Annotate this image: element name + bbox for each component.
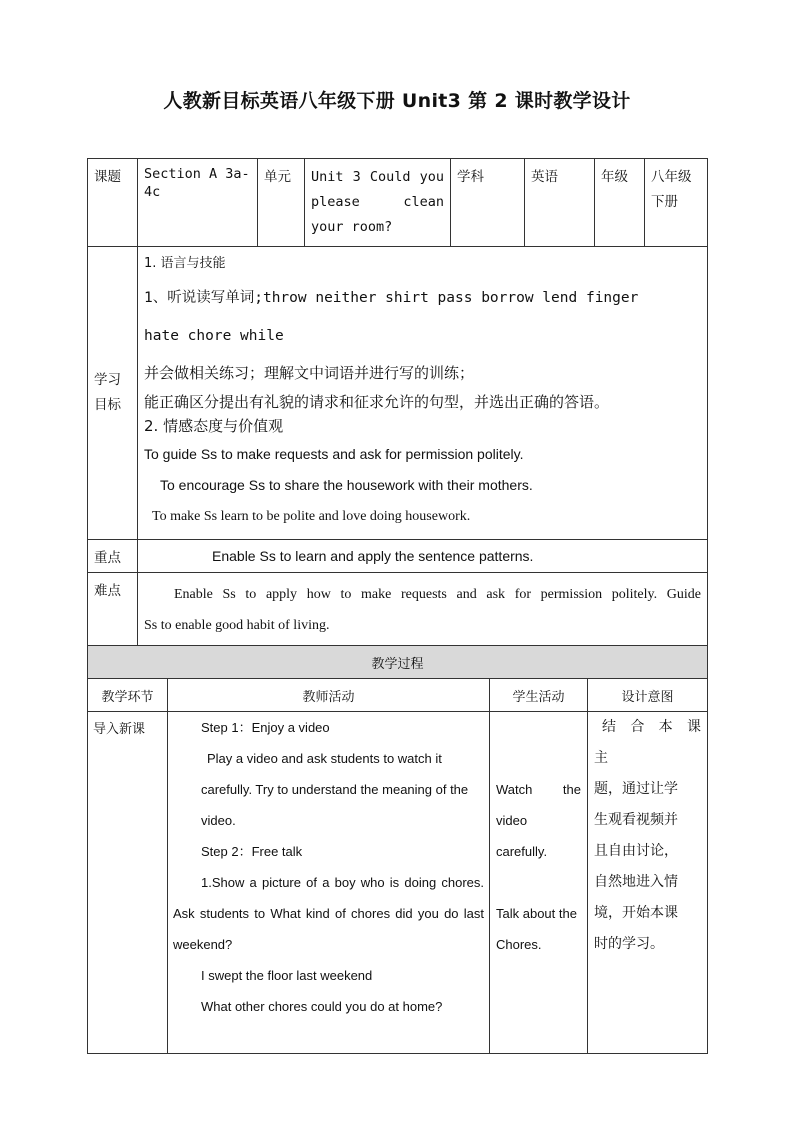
intent-line-3: 题，通过让学 <box>594 781 678 797</box>
objective-en-1: To guide Ss to make requests and ask for permission politely. <box>144 446 524 462</box>
teacher-line-1: Play a video and ask students to watch it <box>207 751 442 766</box>
difficulties-line-1: Enable Ss to apply how to make requests and ask for permission politely. Guide <box>174 587 701 602</box>
stage-intro: 导入新课 <box>88 712 168 1054</box>
difficulties-line-2: Ss to enable good habit of living. <box>144 618 330 633</box>
teacher-line-2: carefully. Try to understand the meaning of the <box>201 782 469 797</box>
intent-line-2: 主 <box>594 750 608 766</box>
teacher-line-6: weekend? <box>173 937 233 952</box>
process-row-intro <box>88 712 708 1054</box>
objective-distinguish: 能正确区分提出有礼貌的请求和征求允许的句型，并选出正确的答语。 <box>144 393 610 411</box>
topic-value: Section A 3a-4c <box>138 159 258 247</box>
header-intent: 设计意图 <box>588 679 708 712</box>
process-title: 教学过程 <box>88 646 708 679</box>
design-intent <box>588 712 708 1054</box>
objectives-label: 学习目标 <box>88 247 138 540</box>
objective-en-2: To encourage Ss to share the housework with their mothers. <box>160 477 533 493</box>
unit-label: 单元 <box>258 159 305 247</box>
teacher-step-1: Step 1：Enjoy a video <box>201 720 330 735</box>
teacher-line-8: What other chores could you do at home? <box>201 999 443 1014</box>
teacher-line-5: Ask students to What kind of chores did you do last <box>173 906 484 921</box>
teacher-step-2: Step 2：Free talk <box>201 844 303 859</box>
topic-label: 课题 <box>88 159 138 247</box>
student-line-4: Talk about the <box>496 906 577 921</box>
intent-line-5: 且自由讨论， <box>594 843 678 859</box>
intent-line-6: 自然地进入情 <box>594 874 678 890</box>
header-student: 学生活动 <box>490 679 588 712</box>
grade-value: 八年级下册 <box>645 159 708 247</box>
process-header-row <box>88 679 708 712</box>
student-activity <box>490 712 588 1054</box>
teacher-activity <box>168 712 490 1054</box>
teacher-line-4: 1.Show a picture of a boy who is doing chores. <box>201 875 484 890</box>
objective-heading-attitude: 2. 情感态度与价值观 <box>144 417 284 435</box>
intent-line-1: 结 合 本 课 <box>602 719 702 735</box>
teacher-line-7: I swept the floor last weekend <box>201 968 373 983</box>
vocab-line-2: hate chore while <box>144 328 284 344</box>
intent-line-8: 时的学习。 <box>594 936 664 952</box>
objective-heading-skills: 1. 语言与技能 <box>144 256 226 271</box>
objective-en-3: To make Ss learn to be polite and love doing housework. <box>152 509 471 524</box>
objective-practice: 并会做相关练习；理解文中词语并进行写的训练； <box>144 364 475 382</box>
intent-line-4: 生观看视频并 <box>594 812 678 828</box>
objectives-row <box>88 247 708 540</box>
page-title: 人教新目标英语八年级下册 Unit3 第 2 课时教学设计 <box>163 90 631 112</box>
info-row <box>88 159 708 247</box>
header-stage: 教学环节 <box>88 679 168 712</box>
lesson-info-table <box>87 158 708 659</box>
difficulties-label: 难点 <box>88 573 138 659</box>
process-table <box>87 645 708 1054</box>
key-points-label: 重点 <box>88 540 138 573</box>
grade-label: 年级 <box>595 159 645 247</box>
unit-value: Unit 3 Could you please clean your room? <box>305 159 451 247</box>
subject-label: 学科 <box>451 159 525 247</box>
intent-line-7: 境，开始本课 <box>594 905 678 921</box>
student-line-3: carefully. <box>496 844 548 859</box>
header-teacher: 教师活动 <box>168 679 490 712</box>
student-line-1: Watch the <box>496 782 581 797</box>
subject-value: 英语 <box>525 159 595 247</box>
vocab-line-1: 1、听说读写单词;throw neither shirt pass borrow lend finger <box>144 290 639 306</box>
student-line-5: Chores. <box>496 937 542 952</box>
key-points-row <box>88 540 708 573</box>
key-points-text: Enable Ss to learn and apply the sentence patterns. <box>138 540 708 573</box>
objectives-content <box>138 247 708 540</box>
teacher-line-3: video. <box>201 813 236 828</box>
student-line-2: video <box>496 813 528 828</box>
